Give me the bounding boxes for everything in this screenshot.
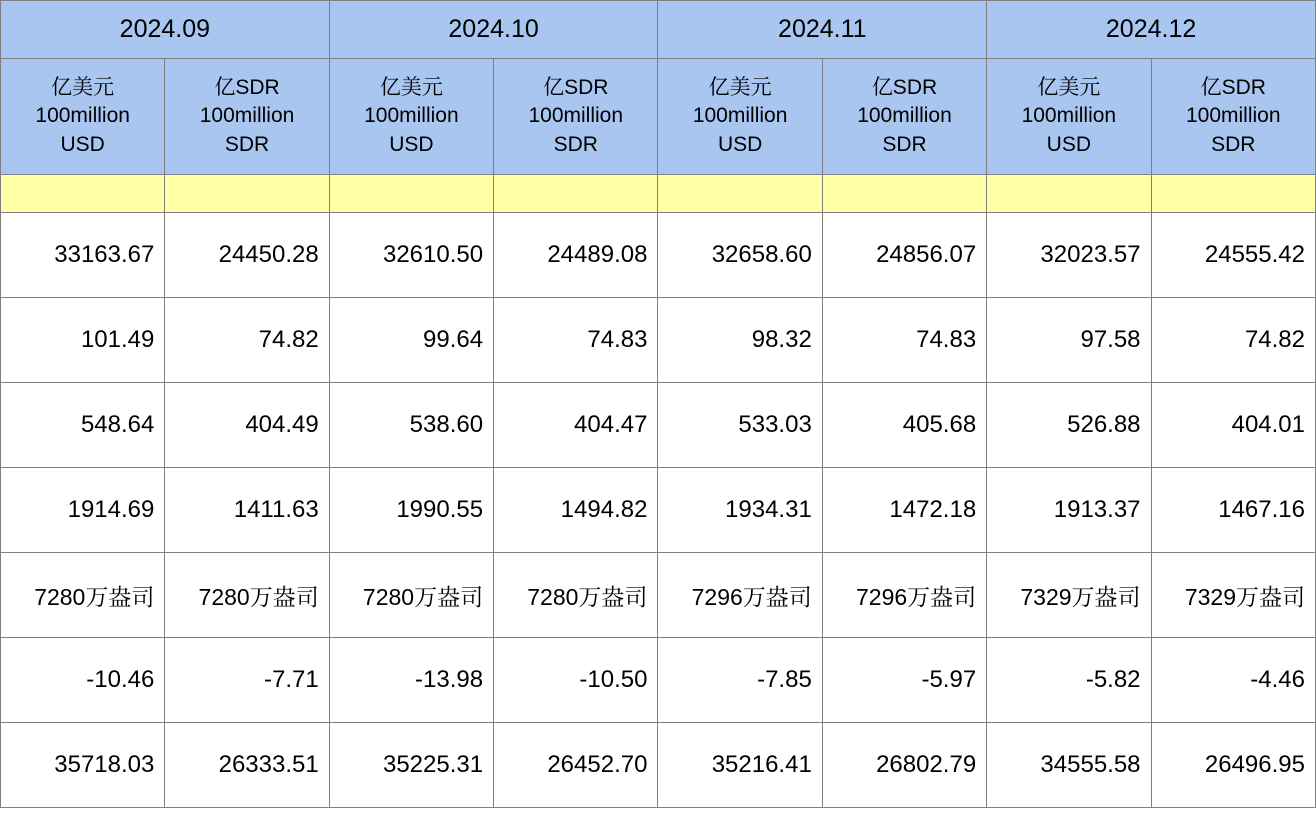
unit-line: SDR [882, 132, 927, 156]
data-cell: 405.68 [822, 383, 986, 468]
table-row [1, 383, 1316, 468]
unit-line: SDR [553, 132, 598, 156]
table-row [1, 723, 1316, 808]
data-cell: 1913.37 [987, 468, 1151, 553]
unit-line: 亿美元 [1037, 75, 1101, 99]
data-cell: 24856.07 [822, 213, 986, 298]
data-cell: 32658.60 [658, 213, 822, 298]
data-cell: 74.83 [822, 298, 986, 383]
data-cell: 1990.55 [329, 468, 493, 553]
data-cell: 26452.70 [494, 723, 658, 808]
data-cell: 538.60 [329, 383, 493, 468]
data-cell: -13.98 [329, 638, 493, 723]
data-cell: 35718.03 [1, 723, 165, 808]
unit-line: USD [389, 132, 434, 156]
data-cell: 1467.16 [1151, 468, 1315, 553]
data-cell: 26802.79 [822, 723, 986, 808]
period-header-cell: 2024.12 [987, 1, 1316, 59]
period-header-row [1, 1, 1316, 59]
spacer-cell [1, 175, 165, 213]
data-cell: 404.47 [494, 383, 658, 468]
data-cell: 35216.41 [658, 723, 822, 808]
spacer-row [1, 175, 1316, 213]
data-cell: 526.88 [987, 383, 1151, 468]
data-cell: 26333.51 [165, 723, 329, 808]
spacer-cell [1151, 175, 1315, 213]
unit-line: 100million [364, 104, 459, 128]
data-cell: 97.58 [987, 298, 1151, 383]
data-cell: -4.46 [1151, 638, 1315, 723]
unit-line: 100million [199, 104, 295, 128]
period-header-cell: 2024.10 [329, 1, 658, 59]
data-cell: 74.83 [494, 298, 658, 383]
unit-line: 亿SDR [871, 75, 938, 99]
data-cell: 98.32 [658, 298, 822, 383]
unit-line: SDR [224, 132, 270, 156]
data-cell: 74.82 [1151, 298, 1315, 383]
unit-header-cell [494, 59, 658, 175]
data-cell: 7296万盎司 [658, 553, 822, 638]
data-cell: 99.64 [329, 298, 493, 383]
unit-line: USD [60, 132, 105, 156]
unit-line: 亿SDR [214, 75, 280, 99]
unit-line: 亿SDR [543, 75, 609, 99]
spacer-cell [987, 175, 1151, 213]
unit-header-cell [1151, 59, 1315, 175]
table-row [1, 553, 1316, 638]
data-cell: 33163.67 [1, 213, 165, 298]
data-cell: 1472.18 [822, 468, 986, 553]
data-cell: 26496.95 [1151, 723, 1315, 808]
data-cell: -10.46 [1, 638, 165, 723]
data-cell: 7280万盎司 [1, 553, 165, 638]
unit-line: SDR [1211, 132, 1256, 156]
unit-line: USD [1046, 132, 1092, 156]
spacer-cell [658, 175, 822, 213]
data-cell: -10.50 [494, 638, 658, 723]
unit-header-cell [1, 59, 165, 175]
data-cell: 1934.31 [658, 468, 822, 553]
table-row [1, 638, 1316, 723]
data-cell: 35225.31 [329, 723, 493, 808]
data-cell: 1914.69 [1, 468, 165, 553]
unit-line: 100million [35, 104, 130, 128]
unit-line: 亿美元 [379, 75, 443, 99]
unit-line: 100million [692, 104, 788, 128]
data-cell: -7.85 [658, 638, 822, 723]
period-header-cell: 2024.09 [1, 1, 330, 59]
data-cell: 74.82 [165, 298, 329, 383]
data-cell: 101.49 [1, 298, 165, 383]
unit-line: 亿SDR [1200, 75, 1266, 99]
unit-line: 亿美元 [708, 75, 772, 99]
unit-header-cell [658, 59, 822, 175]
table-row [1, 298, 1316, 383]
data-cell: 32023.57 [987, 213, 1151, 298]
spacer-cell [165, 175, 329, 213]
table-row [1, 213, 1316, 298]
unit-header-cell [165, 59, 329, 175]
data-cell: 24555.42 [1151, 213, 1315, 298]
data-cell: 7280万盎司 [165, 553, 329, 638]
unit-line: USD [717, 132, 763, 156]
period-header-cell: 2024.11 [658, 1, 987, 59]
spacer-cell [329, 175, 493, 213]
data-cell: 1494.82 [494, 468, 658, 553]
data-cell: 34555.58 [987, 723, 1151, 808]
data-cell: 24489.08 [494, 213, 658, 298]
data-cell: -7.71 [165, 638, 329, 723]
data-cell: 533.03 [658, 383, 822, 468]
data-cell: -5.97 [822, 638, 986, 723]
data-cell: 404.49 [165, 383, 329, 468]
unit-header-cell [987, 59, 1151, 175]
unit-line: 100million [857, 104, 952, 128]
spacer-cell [494, 175, 658, 213]
unit-line: 100million [1021, 104, 1117, 128]
unit-line: 亿美元 [51, 75, 115, 99]
data-cell: 1411.63 [165, 468, 329, 553]
data-cell: -5.82 [987, 638, 1151, 723]
spacer-cell [822, 175, 986, 213]
data-cell: 7329万盎司 [987, 553, 1151, 638]
data-cell: 548.64 [1, 383, 165, 468]
unit-line: 100million [1185, 104, 1281, 128]
data-cell: 24450.28 [165, 213, 329, 298]
data-cell: 7280万盎司 [494, 553, 658, 638]
unit-header-row [1, 59, 1316, 175]
data-cell: 32610.50 [329, 213, 493, 298]
data-cell: 404.01 [1151, 383, 1315, 468]
data-cell: 7329万盎司 [1151, 553, 1315, 638]
table-row [1, 468, 1316, 553]
data-cell: 7296万盎司 [822, 553, 986, 638]
unit-header-cell [822, 59, 986, 175]
data-cell: 7280万盎司 [329, 553, 493, 638]
unit-line: 100million [528, 104, 624, 128]
unit-header-cell [329, 59, 493, 175]
